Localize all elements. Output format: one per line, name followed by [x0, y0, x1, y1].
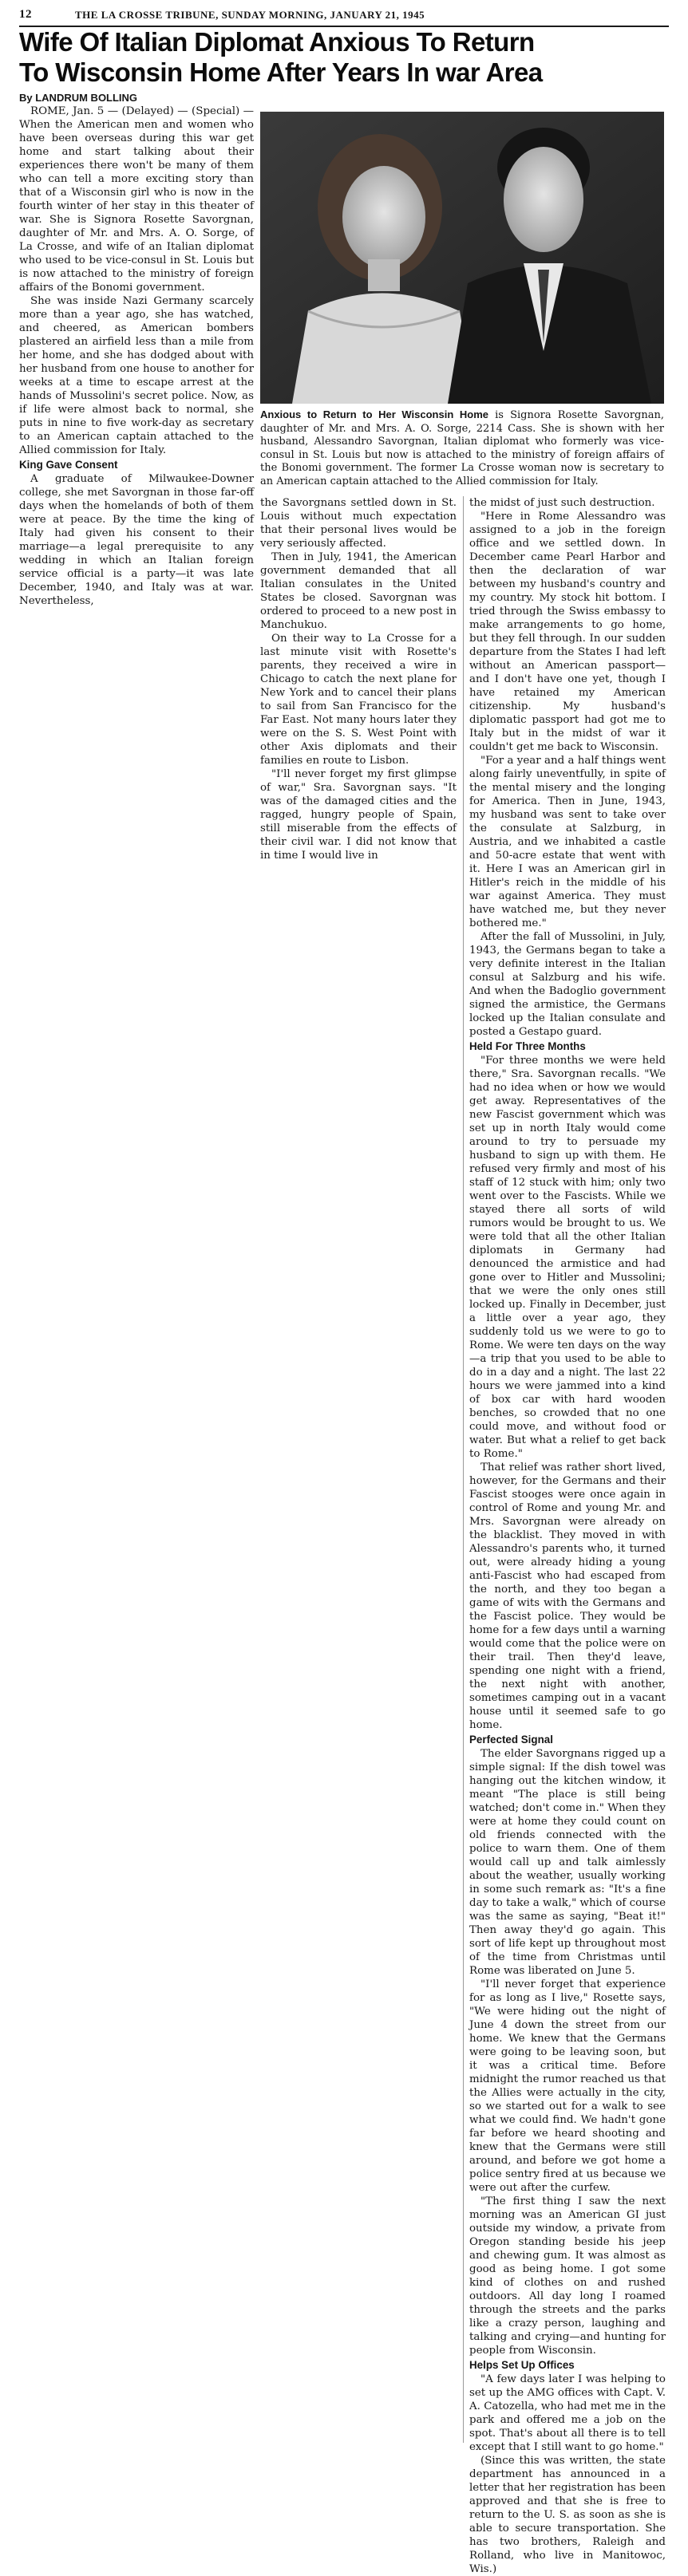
photo-caption	[260, 408, 664, 488]
paragraph: A graduate of Milwaukee-Downer college, she met Savorgnan in those far-off days when the homelands of both of them were at peace. By the time the king of Italy had given his consent to their marriage—a legal prerequisite to any wedding in which an Italian foreign service official is a party—it was late December, 1940, and Italy was at war. Nevertheless,	[19, 473, 254, 607]
paragraph: "For a year and a half things went along fairly uneventfully, in spite of the mental misery and the longing for America. Then in June, 1943, my husband was sent to take over the consulate at Salzburg, in Austria, and we inhabited a castle and 50-acre estate that went with it. Here I was an American girl in Hitler's reich in the middle of his war against America. They must have watched me, but they never bothered me."	[469, 755, 666, 929]
paragraph: The elder Savorgnans rigged up a simple signal: If the dish towel was hanging out the kitchen window, it meant "The place is still being watched; don't come in." When they were at home they could count on old friends connected with the police to warn them. One of them would call up and talk aimlessly about the weather, usually working in some such remark as: "It's a fine day to take a walk," which of course was the same as saying, "Beat it!" Then away they'd go again. This sort of life kept up throughout most of the time from Christmas until Rome was liberated on June 5.	[469, 1748, 666, 1977]
paragraph: "I'll never forget my first glimpse of war," Sra. Savorgnan says. "It was of the damaged cities and the ragged, hungry people of Spain, still miserable from the effects of their civil war. I did not know that in time I would live in	[260, 768, 457, 862]
column-rule	[463, 496, 464, 2443]
page-number: 12	[19, 8, 32, 21]
paragraph: "A few days later I was helping to set up the AMG offices with Capt. V. A. Catozella, who had met me in the park and offered me a job on the spot. That's about all there is to tell except that I still want to go home."	[469, 2373, 666, 2453]
paragraph: "I'll never forget that experience for as long as I live," Rosette says, "We were hiding out the night of June 4 down the street from our home. We knew that the Germans were going to be leaving soon, but it was a critical time. Before midnight the rumor reached us that the Allies were actually in the city, so we started out for a walk to see what we could find. We hadn't gone far before we heard shooting and knew that the Germans were still around, and before we got home a police sentry fired at us because we were out after the curfew.	[469, 1978, 666, 2194]
paragraph: (Since this was written, the state department has announced in a letter that her registration has been approved and that she is free to return to the U. S. as soon as she is able to secure transportation. She has two brothers, Raleigh and Rolland, who live in Manitowoc, Wis.)	[469, 2455, 666, 2575]
paragraph: the Savorgnans settled down in St. Louis without much expectation that their personal lives would be very seriously affected.	[260, 497, 457, 550]
paragraph: That relief was rather short lived, however, for the Germans and their Fascist stooges were once again in control of Rome and young Mr. and Mrs. Savorgnan were already on the blacklist. They moved in with Alessandro's parents who, it turned out, were already hiding a young anti-Fascist who had escaped from the north, and they too began a game of wits with the Germans and the Fascist police. They would be home for a few days until a warning would come that the police were on their trail. Then they'd leave, spending one night with a friend, the next night with another, sometimes camping out in a vacant house until it seemed safe to go home.	[469, 1462, 666, 1731]
photo-image	[260, 112, 664, 404]
column-2	[260, 496, 457, 862]
paragraph: Then in July, 1941, the American government demanded that all Italian consulates in the United States be closed. Savorgnan was ordered to proceed to a new post in Manchukuo.	[260, 551, 457, 631]
masthead	[19, 8, 669, 27]
caption-text: is Signora Rosette Savorgnan, daughter of Mr. and Mrs. A. O. Sorge, 2214 Cass. She is shown with her husband, Alessandro Savorgnan, Italian diplomat who formerly was vice-consul in St. Louis but now is attached to the ministry of foreign affairs of the Bonomi government. The former La Crosse woman now is secretary to an American captain attached to the Allied commission for Italy.	[260, 409, 664, 487]
headline	[19, 27, 669, 88]
column-1	[19, 91, 254, 608]
caption-lead: Anxious to Return to Her Wisconsin Home	[260, 408, 489, 420]
paragraph: On their way to La Crosse for a last minute visit with Rosette's parents, they received a wire in Chicago to catch the next plane for New York and to cancel their plans to sail from San Francisco for the Far East. Not many hours later they were on the S. S. West Point with other Axis diplomats and their families en route to Lisbon.	[260, 633, 457, 767]
subhead: King Gave Consent	[19, 459, 118, 471]
couple-photo	[260, 112, 664, 404]
paragraph: the midst of just such destruction.	[469, 497, 655, 509]
paragraph: "Here in Rome Alessandro was assigned to a job in the foreign office and we settled down. In December came Pearl Harbor and then the declaration of war between my husband's country and my country. My stock hit bottom. I tried through the Swiss embassy to make arrangements to go home, but they fell through. In our sudden departure from the States I had left without an American passport— and I don't have one yet, though I have retained my American citizenship. My husband's diplomatic passport had got me to Italy but in the midst of war it couldn't get me back to Wisconsin.	[469, 511, 666, 753]
subhead: Perfected Signal	[469, 1734, 553, 1746]
paragraph: ROME, Jan. 5 — (Delayed) — (Special) —When the American men and women who have been overseas during this war get home and start talking about their experiences there won't be many of them who can tell a more exciting story than that of a Wisconsin girl who is now in the fourth winter of her stay in this theater of war. She is Signora Rosette Savorgnan, daughter of Mr. and Mrs. A. O. Sorge, of La Crosse, and wife of an Italian diplomat who used to be vice-consul in St. Louis but is now attached to the ministry of foreign affairs of the Bonomi government.	[19, 105, 254, 294]
subhead: Held For Three Months	[469, 1040, 586, 1052]
headline-line-1: Wife Of Italian Diplomat Anxious To Return	[19, 27, 535, 57]
subhead: Helps Set Up Offices	[469, 2359, 575, 2371]
column-3	[469, 496, 666, 2576]
paragraph: "The first thing I saw the next morning was an American GI just outside my window, a private from Oregon standing beside his jeep and chewing gum. It was almost as good as being home. I got some kind of clothes on and rushed outdoors. All day long I roamed through the streets and the parks like a crazy person, laughing and talking and crying—and hunting for people from Wisconsin.	[469, 2195, 666, 2357]
masthead-line: THE LA CROSSE TRIBUNE, SUNDAY MORNING, JANUARY 21, 1945	[75, 9, 425, 21]
paragraph: "For three months we were held there," Sra. Savorgnan recalls. "We had no idea when or how we would get away. Representatives of the new Fascist government which was set up in north Italy would come around to try to persuade my husband to sign up with them. He refused very firmly and most of his staff of 12 stuck with him; only two went over to the Fascists. While we stayed there all sorts of wild rumors would be brought to us. We were told that all the other Italian diplomats in Germany had denounced the armistice and had gone over to Hitler and Mussolini; that we were the only ones still locked up. Finally in December, just a little over a year ago, they suddenly told us we were to go to Rome. We were ten days on the way—a trip that you used to be able to do in a day and a night. The last 22 hours we were jammed into a kind of box car with hard wooden benches, so crowded that no one could move, and without food or water. But what a relief to get back to Rome."	[469, 1055, 666, 1460]
paragraph: After the fall of Mussolini, in July, 1943, the Germans began to take a very definite interest in the Italian consul at Salzburg and his wife. And when the Badoglio government signed the armistice, the Germans locked up the Italian consulate and posted a Gestapo guard.	[469, 931, 666, 1038]
headline-line-2: To Wisconsin Home After Years In war Area	[19, 57, 543, 87]
byline: By LANDRUM BOLLING	[19, 92, 138, 104]
paragraph: She was inside Nazi Germany scarcely more than a year ago, she has watched, and cheered, as American bombers plastered an airfield less than a mile from her home, and she has dodged about with her husband from one house to another for weeks at a time to escape arrest at the hands of Mussolini's secret police. Now, as if life were almost back to normal, she puts in nine to five work-day as secretary to an American captain attached to the Allied commission for Italy.	[19, 295, 254, 456]
